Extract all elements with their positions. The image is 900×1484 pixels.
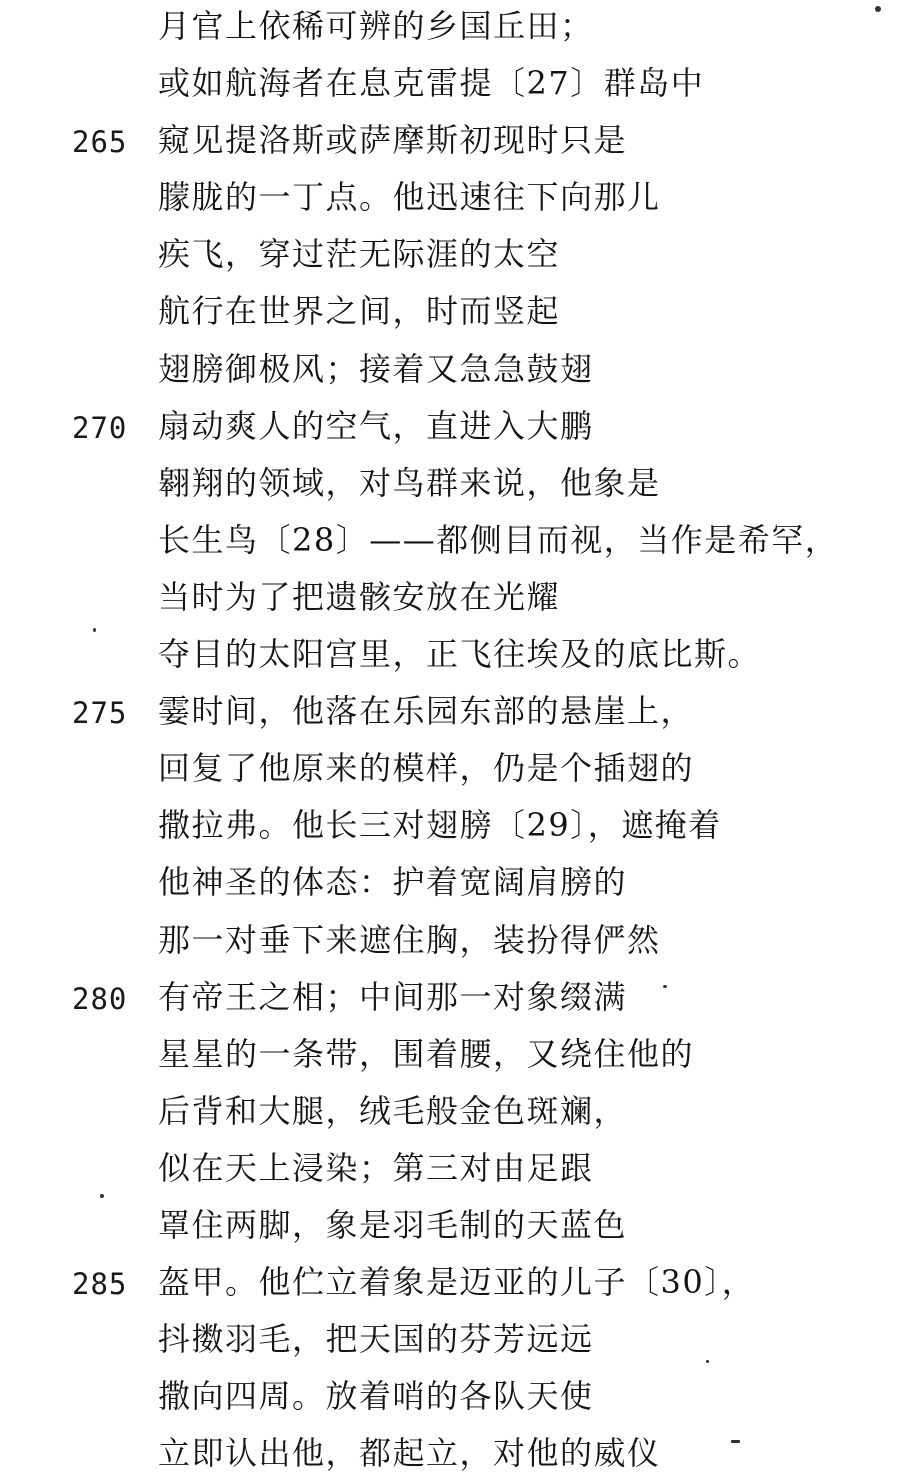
poem-line (0, 457, 900, 514)
line-text: 立即认出他，都起立，对他的威仪 (158, 1434, 661, 1473)
scan-speck (100, 1194, 104, 1198)
poem-line (0, 1199, 900, 1256)
poem-line (0, 742, 900, 799)
poem-line (0, 1256, 900, 1313)
line-text: 抖擞羽毛，把天国的芬芳远远 (158, 1320, 594, 1359)
line-text: 霎时间，他落在乐园东部的悬崖上， (158, 692, 695, 731)
poem-line (0, 1028, 900, 1085)
poem-line (0, 57, 900, 114)
line-number: 285 (72, 1267, 128, 1302)
poem-line (0, 171, 900, 228)
poem-line (0, 0, 900, 57)
poem-line (0, 285, 900, 342)
line-text: 航行在世界之间，时而竖起 (158, 292, 561, 331)
poem-line (0, 228, 900, 285)
line-text: 后背和大腿，绒毛般金色斑斓， (158, 1091, 628, 1130)
line-text: 有帝王之相；中间那一对象缀满 (158, 977, 628, 1016)
line-text: 夺目的太阳宫里，正飞往埃及的底比斯。 (158, 635, 762, 674)
line-text: 窥见提洛斯或萨摩斯初现时只是 (158, 121, 628, 160)
line-text: 盔甲。他伫立着象是迈亚的儿子〔30〕， (158, 1263, 756, 1302)
scan-speck (875, 6, 881, 12)
line-text: 或如航海者在息克雷提〔27〕群岛中 (158, 64, 705, 103)
poem-line (0, 1142, 900, 1199)
line-number: 280 (72, 981, 128, 1016)
poem-line (0, 1085, 900, 1142)
poem-line (0, 400, 900, 457)
line-text: 那一对垂下来遮住胸，装扮得俨然 (158, 920, 661, 959)
poem-line (0, 1313, 900, 1370)
poem-line (0, 856, 900, 913)
line-text: 星星的一条带，围着腰，又绕住他的 (158, 1034, 695, 1073)
line-text: 似在天上浸染；第三对由足跟 (158, 1148, 594, 1187)
poem-line (0, 343, 900, 400)
poem-line (0, 1427, 900, 1484)
line-text: 朦胧的一丁点。他迅速往下向那儿 (158, 178, 661, 217)
scan-speck (93, 628, 96, 632)
poem-line (0, 685, 900, 742)
poem-line (0, 514, 900, 571)
line-text: 他神圣的体态：护着宽阔肩膀的 (158, 863, 628, 902)
scan-speck (706, 1360, 709, 1363)
line-text: 撒拉弗。他长三对翅膀〔29〕，遮掩着 (158, 806, 722, 845)
line-text: 翱翔的领域，对鸟群来说，他象是 (158, 463, 661, 502)
line-text: 疾飞，穿过茫无际涯的太空 (158, 235, 561, 274)
line-text: 月官上依稀可辨的乡国丘田； (158, 7, 594, 45)
line-number: 275 (72, 696, 128, 731)
line-text: 回复了他原来的模样，仍是个插翅的 (158, 749, 695, 788)
line-text: 翅膀御极风；接着又急急鼓翅 (158, 349, 594, 388)
line-text: 罩住两脚，象是羽毛制的天蓝色 (158, 1205, 628, 1244)
poem-line (0, 1370, 900, 1427)
line-text: 长生鸟〔28〕——都侧目而视，当作是希罕， (158, 520, 839, 559)
line-text: 当时为了把遗骸安放在光耀 (158, 577, 561, 616)
scan-speck (731, 1440, 740, 1443)
line-text: 撒向四周。放着哨的各队天使 (158, 1377, 594, 1416)
scan-speck (663, 985, 667, 988)
poem-line (0, 571, 900, 628)
poem-line (0, 799, 900, 856)
line-text: 扇动爽人的空气，直进入大鹏 (158, 406, 594, 445)
line-number: 265 (72, 125, 128, 160)
poem-line (0, 914, 900, 971)
poem-line (0, 971, 900, 1028)
poem-line (0, 114, 900, 171)
line-number: 270 (72, 410, 128, 445)
poem-line (0, 628, 900, 685)
